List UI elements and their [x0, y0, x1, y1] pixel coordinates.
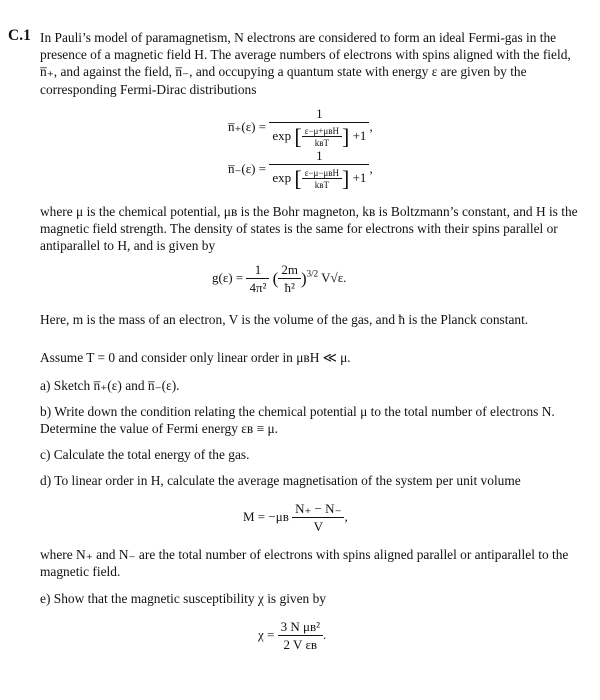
chi-numerator: 3 N μʙ²	[280, 619, 321, 634]
n-minus-inner-den: kʙT	[302, 178, 342, 190]
part-c: c) Calculate the total energy of the gas.	[40, 447, 250, 462]
equation-magnetisation	[243, 501, 348, 535]
part-d: d) To linear order in H, calculate the average magnetisation of the system per unit volume	[40, 473, 521, 488]
n-plus-numerator: 1	[316, 106, 323, 121]
part-b: b) Write down the condition relating the chemical potential μ to the total number of electrons N. Determine the value of Fermi energy εʙ ≡ μ.	[40, 404, 555, 437]
n-minus-exp: exp	[272, 169, 292, 185]
m-lhs: M = −μʙ	[243, 508, 289, 524]
n-minus-inner-num: ε−μ−μʙH	[304, 168, 340, 178]
part-a: a) Sketch n̅₊(ε) and n̅₋(ε).	[40, 378, 180, 393]
n-plus-exp: exp	[272, 127, 292, 143]
n-minus-lhs: n̅₋(ε) =	[228, 160, 267, 176]
n-plus-lhs: n̅₊(ε) =	[228, 118, 267, 134]
n-plus-inner-num: ε−μ+μʙH	[304, 126, 340, 136]
equation-n-plus: n̅₊(ε) = 1 exp [ $\frac{\text{ε−μ+μʙH}}{\text{kʙT}}$ ] +1 ,	[228, 106, 373, 149]
equation-density-of-states: g(ε) = $\frac{1}{\text{4π²}}$ ( $\frac{2m}{\text{ħ²}}$ )$^{3/2}$ V√ε.	[212, 262, 347, 295]
where-paragraph: where μ is the chemical potential, μʙ is the Bohr magneton, kʙ is Boltzmann’s constant, and H is the magnetic field strength. The density of states is the same for electrons with their spins parallel or antiparallel to H, and is given by	[40, 204, 578, 254]
n-plus-inner-den: kʙT	[302, 136, 342, 148]
chi-tail: .	[323, 626, 327, 642]
n-minus-plus-one: +1	[352, 169, 367, 185]
m-denominator: V	[292, 517, 344, 535]
equation-n-minus: n̅₋(ε) = 1 exp [ $\frac{\text{ε−μ−μʙH}}{\text{kʙT}}$ ] +1 ,	[228, 148, 373, 191]
where2-paragraph: where N₊ and N₋ are the total number of electrons with spins aligned parallel or antiparallel to the magnetic field.	[40, 547, 569, 580]
n-minus-numerator: 1	[316, 148, 323, 163]
g-frac-den: 4π²	[246, 278, 269, 296]
chi-denominator: 2 V εʙ	[278, 635, 323, 653]
m-tail: ,	[344, 508, 348, 524]
g-lhs: g(ε) =	[212, 269, 244, 285]
question-number: C.1	[8, 27, 31, 44]
m-numerator: N₊ − N₋	[295, 501, 342, 516]
intro-paragraph: In Pauli’s model of paramagnetism, N electrons are considered to form an ideal Fermi-gas in the presence of a magnetic field H. The average numbers of electrons with spins aligned with the field, n̅₊, and against the field, n̅₋, and occupying a quantum state with energy ε are given by the corresponding Fermi-Dirac distributions	[40, 30, 571, 97]
here-paragraph: Here, m is the mass of an electron, V is the volume of the gas, and ħ is the Planck constant.	[40, 312, 529, 327]
chi-lhs: χ =	[258, 626, 275, 642]
g-power: 3/2	[306, 268, 319, 279]
g-paren-num: 2m	[281, 262, 298, 277]
g-paren-den: ħ²	[278, 278, 301, 296]
part-e: e) Show that the magnetic susceptibility χ is given by	[40, 591, 326, 606]
g-tail: V√ε.	[321, 269, 347, 285]
equation-susceptibility	[258, 619, 326, 653]
assumption-line: Assume T = 0 and consider only linear order in μʙH ≪ μ.	[40, 350, 351, 365]
n-plus-plus-one: +1	[352, 127, 367, 143]
g-frac-num: 1	[254, 262, 262, 277]
